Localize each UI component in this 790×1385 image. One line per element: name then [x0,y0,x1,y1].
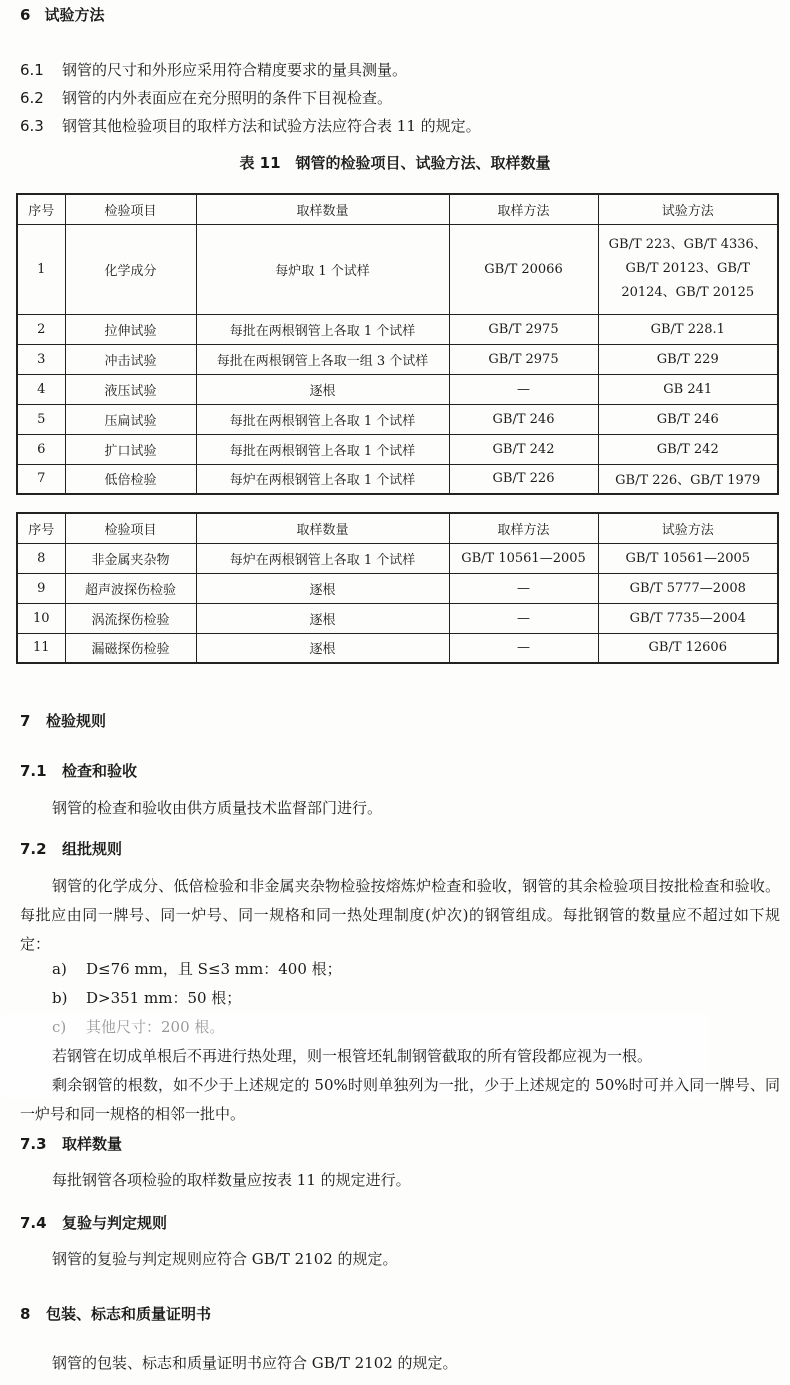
cell-sampling: GB/T 10561—2005 [449,543,598,573]
cell-method: GB/T 5777—2008 [598,573,778,603]
section-6-heading [20,4,104,25]
paragraph-text: 钢管的化学成分、低倍检验和非金属夹杂物检验按熔炼炉检查和验收，钢管的其余检验项目按批检查和验收。每批应由同一牌号、同一炉号、同一规格和同一热处理制度(炉次)的钢管组成。每批钢管的数量应不超过如下规定： [20,877,780,953]
clause-number: 7.2 [20,840,47,858]
section-title: 包装、标志和质量证明书 [46,1305,212,1323]
list-text: D≤76 mm，且 S≤3 mm：400 根； [86,960,342,978]
cell-sampling: GB/T 246 [449,404,598,434]
cell-sampling: GB/T 20066 [449,224,598,314]
cell-quantity: 每炉在两根钢管上各取 1 个试样 [196,464,449,494]
list-text: D>351 mm：50 根； [86,989,242,1007]
list-label: a) [52,960,67,978]
clause-number: 7.4 [20,1214,47,1232]
clause-number: 6.1 [20,61,44,79]
clause-title: 复验与判定规则 [62,1214,168,1232]
clause-7-3-heading [20,1133,122,1154]
table-row [17,633,778,663]
section-title: 试验方法 [44,6,105,24]
table-caption: 表 11 钢管的检验项目、试验方法、取样数量 [239,154,551,172]
list-item [52,984,241,1013]
cell-sampling: — [449,573,598,603]
paragraph-text: 剩余钢管的根数，如不少于上述规定的 50%时则单独列为一批，少于上述规定的 50%时可并入同一牌号、同一炉号和同一规格的相邻一批中。 [20,1076,780,1123]
cell-item: 拉伸试验 [65,314,196,344]
header-quantity: 取样数量 [196,194,449,224]
section-number: 6 [20,6,31,24]
cell-item: 超声波探伤检验 [65,573,196,603]
cell-method: GB/T 226、GB/T 1979 [598,464,778,494]
cell-item: 压扁试验 [65,404,196,434]
table-row [17,404,778,434]
clause-title: 取样数量 [62,1135,123,1153]
cell-quantity: 逐根 [196,374,449,404]
clause-7-2-paragraph [20,872,780,959]
clause-7-2-paragraph-3 [20,1071,780,1129]
clause-7-4-text: 钢管的复验与判定规则应符合 GB/T 2102 的规定。 [52,1250,398,1268]
cell-seq: 3 [17,344,65,374]
clause-title: 组批规则 [62,840,123,858]
cell-item: 冲击试验 [65,344,196,374]
cell-quantity: 每炉取 1 个试样 [196,224,449,314]
clause-number: 7.3 [20,1135,47,1153]
cell-item: 低倍检验 [65,464,196,494]
list-label: b) [52,989,68,1007]
clause-text: 钢管其他检验项目的取样方法和试验方法应符合表 11 的规定。 [62,117,481,135]
inspection-table-part1 [16,193,779,495]
clause-number: 7.1 [20,762,47,780]
table-row [17,224,778,314]
cell-quantity: 每炉在两根钢管上各取 1 个试样 [196,543,449,573]
cell-sampling: GB/T 2975 [449,314,598,344]
cell-quantity: 每批在两根钢管上各取 1 个试样 [196,434,449,464]
cell-seq: 4 [17,374,65,404]
cell-quantity: 逐根 [196,633,449,663]
cell-item: 化学成分 [65,224,196,314]
clause-number: 6.2 [20,89,44,107]
inspection-table-part2 [16,512,779,664]
clause-7-1-text: 钢管的检查和验收由供方质量技术监督部门进行。 [52,799,383,817]
cell-method: GB/T 12606 [598,633,778,663]
list-item [52,955,342,984]
cell-sampling: GB/T 2975 [449,344,598,374]
cell-item: 非金属夹杂物 [65,543,196,573]
clause-title: 检查和验收 [62,762,138,780]
clause-6-1 [20,59,407,80]
table-row [17,464,778,494]
header-seq: 序号 [17,194,65,224]
clause-6-3 [20,115,481,136]
table-row [17,314,778,344]
cell-sampling: — [449,374,598,404]
cell-sampling: GB/T 226 [449,464,598,494]
clause-7-4-heading [20,1212,167,1233]
cell-item: 漏磁探伤检验 [65,633,196,663]
cell-quantity: 每批在两根钢管上各取 1 个试样 [196,314,449,344]
table-row [17,344,778,374]
cell-seq: 8 [17,543,65,573]
cell-sampling: — [449,633,598,663]
table-row [17,603,778,633]
cell-method: GB/T 229 [598,344,778,374]
section-title: 检验规则 [46,712,107,730]
cell-method: GB/T 223、GB/T 4336、GB/T 20123、GB/T 20124、GB/T 20125 [598,224,778,314]
cell-seq: 9 [17,573,65,603]
header-method: 试验方法 [598,513,778,543]
header-seq: 序号 [17,513,65,543]
cell-item: 涡流探伤检验 [65,603,196,633]
header-item: 检验项目 [65,194,196,224]
table-row [17,573,778,603]
table-row [17,434,778,464]
cell-sampling: — [449,603,598,633]
clause-number: 6.3 [20,117,44,135]
cell-method: GB/T 10561—2005 [598,543,778,573]
header-sampling: 取样方法 [449,513,598,543]
header-quantity: 取样数量 [196,513,449,543]
cell-quantity: 每批在两根钢管上各取一组 3 个试样 [196,344,449,374]
clause-7-2-heading [20,838,122,859]
cell-seq: 11 [17,633,65,663]
section-number: 8 [20,1305,31,1323]
clause-text: 钢管的内外表面应在充分照明的条件下目视检查。 [62,89,393,107]
table-row [17,374,778,404]
cell-seq: 2 [17,314,65,344]
clause-6-2 [20,87,392,108]
section-7-heading [20,710,106,731]
table-header-row [17,513,778,543]
cell-method: GB/T 246 [598,404,778,434]
cell-item: 扩口试验 [65,434,196,464]
cell-seq: 10 [17,603,65,633]
header-item: 检验项目 [65,513,196,543]
table-header-row [17,194,778,224]
cell-method: GB/T 7735—2004 [598,603,778,633]
cell-seq: 1 [17,224,65,314]
clause-7-1-heading [20,760,137,781]
cell-quantity: 逐根 [196,573,449,603]
clause-7-2-paragraph-2: 若钢管在切成单根后不再进行热处理，则一根管坯轧制钢管截取的所有管段都应视为一根。 [52,1047,653,1065]
clause-text: 钢管的尺寸和外形应采用符合精度要求的量具测量。 [62,61,408,79]
header-sampling: 取样方法 [449,194,598,224]
section-8-heading [20,1303,211,1324]
cell-seq: 7 [17,464,65,494]
cell-method: GB/T 242 [598,434,778,464]
table-row [17,543,778,573]
clause-7-3-text: 每批钢管各项检验的取样数量应按表 11 的规定进行。 [52,1171,411,1189]
section-number: 7 [20,712,31,730]
cell-method: GB/T 228.1 [598,314,778,344]
cell-sampling: GB/T 242 [449,434,598,464]
cell-seq: 6 [17,434,65,464]
cell-method: GB 241 [598,374,778,404]
cell-seq: 5 [17,404,65,434]
cell-quantity: 每批在两根钢管上各取 1 个试样 [196,404,449,434]
header-method: 试验方法 [598,194,778,224]
section-8-text: 钢管的包装、标志和质量证明书应符合 GB/T 2102 的规定。 [52,1354,458,1372]
cell-quantity: 逐根 [196,603,449,633]
cell-item: 液压试验 [65,374,196,404]
